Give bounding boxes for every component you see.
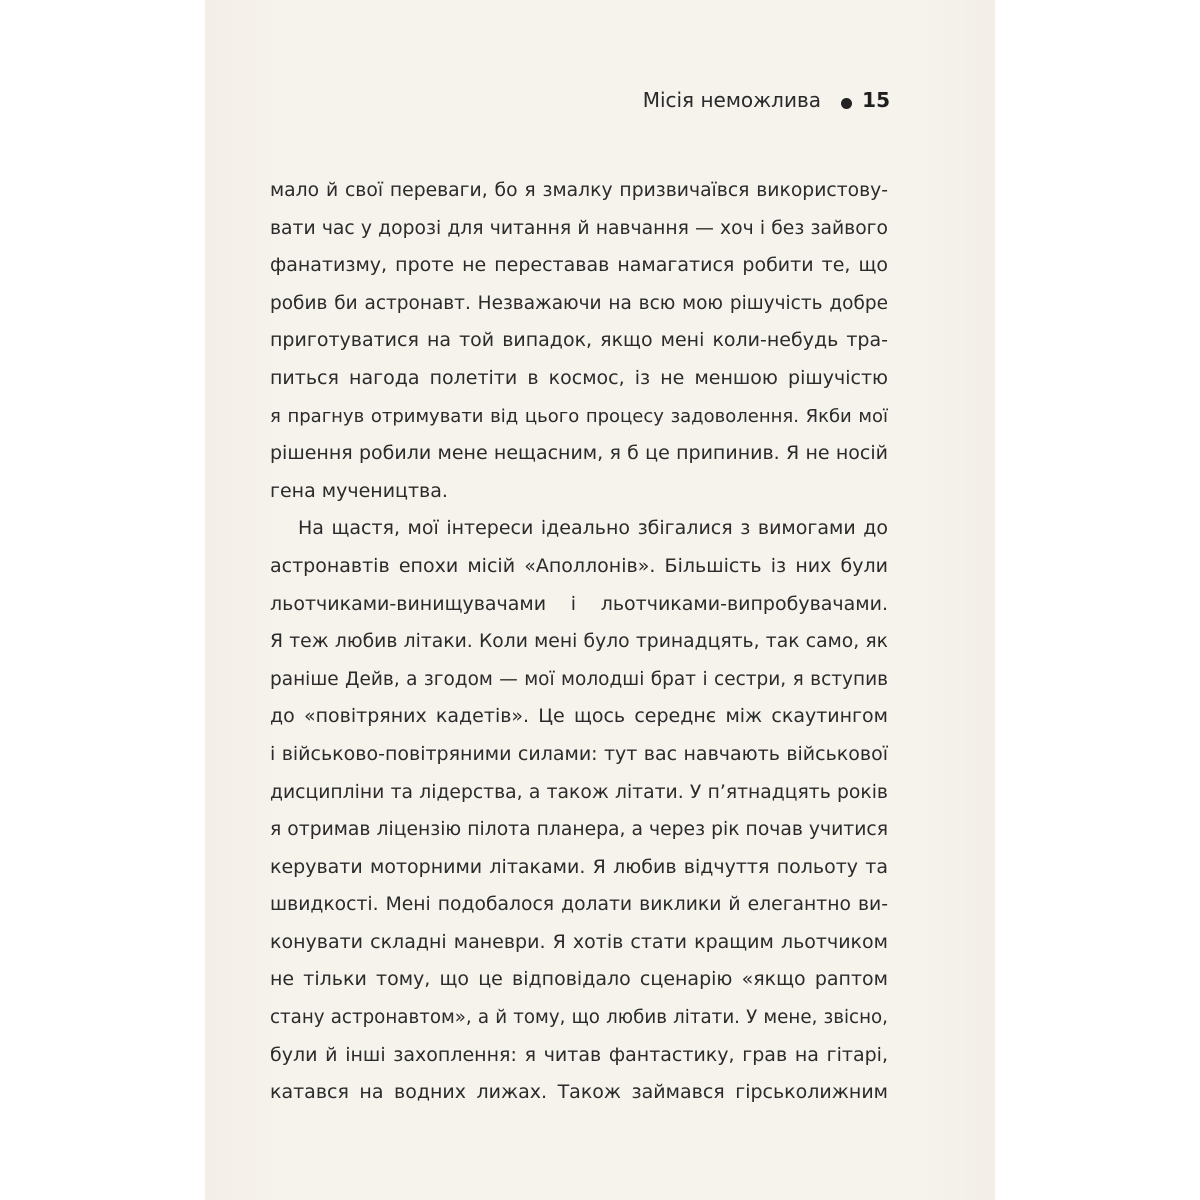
paragraph-2 — [270, 510, 888, 1112]
running-header — [205, 88, 995, 118]
text-line: конувати складні маневри. Я хотів стати кращим льотчиком — [270, 930, 888, 953]
text-line: і військово-повітряними силами: тут вас навчають військової — [270, 742, 888, 765]
bullet-separator-icon — [841, 98, 852, 109]
paragraph-1 — [270, 172, 888, 510]
text-line: фанатизму, проте не переставав намагатися робити те, що — [270, 254, 888, 277]
text-line: мало й свої переваги, бо я змалку призвичаївся використову- — [270, 180, 888, 201]
text-line: були й інші захоплення: я читав фантастику, грав на гітарі, — [270, 1043, 888, 1066]
text-line: рішення робили мене нещасним, я б це припинив. Я не носій — [270, 442, 888, 465]
text-line: не тільки тому, що це відповідало сценарію «якщо раптом — [270, 968, 888, 991]
text-line: льотчиками-винищувачами і льотчиками-випробувачами. — [270, 592, 888, 615]
text-line: робив би астронавт. Незважаючи на всю мою рішучість добре — [270, 292, 888, 314]
page-number: 15 — [862, 88, 890, 112]
text-line: стану астронавтом», а й тому, що любив літати. У мене, звісно, — [270, 1007, 888, 1029]
text-line: Я теж любив літаки. Коли мені було тринадцять, так само, як — [270, 631, 888, 653]
text-line: дисципліни та лідерства, а також літати. У п’ятнадцять років — [270, 781, 888, 803]
text-line: я отримав ліцензію пілота планера, а через рік почав учитися — [270, 819, 888, 841]
text-line: гена мучеництва. — [270, 479, 448, 502]
text-line: питься нагода полетіти в космос, із не меншою рішучістю — [270, 366, 888, 389]
text-line: вати час у дорозі для читання й навчання — хоч і без зайвого — [270, 217, 888, 239]
body-text — [270, 172, 888, 1112]
text-line: раніше Дейв, а згодом — мої молодші брат і сестри, я вступив — [270, 668, 888, 690]
text-line: я прагнув отримувати від цього процесу задоволення. Якби мої — [270, 405, 888, 427]
text-line: приготуватися на той випадок, якщо мені коли-небудь тра- — [270, 329, 888, 352]
text-line: астронавтів епохи місій «Аполлонів». Більшість із них були — [270, 554, 888, 577]
chapter-title: Місія неможлива — [642, 88, 821, 112]
text-line: катався на водних лижах. Також займався гірськолижним — [270, 1081, 888, 1104]
text-line: На щастя, мої інтереси ідеально збігалися з вимогами до — [298, 517, 888, 540]
book-page — [205, 0, 995, 1200]
text-line: керувати моторними літаками. Я любив відчуття польоту та — [270, 855, 888, 878]
text-line: швидкості. Мені подобалося долати виклики й елегантно ви- — [270, 894, 888, 916]
text-line: до «повітряних кадетів». Це щось середнє між скаутингом — [270, 705, 888, 728]
